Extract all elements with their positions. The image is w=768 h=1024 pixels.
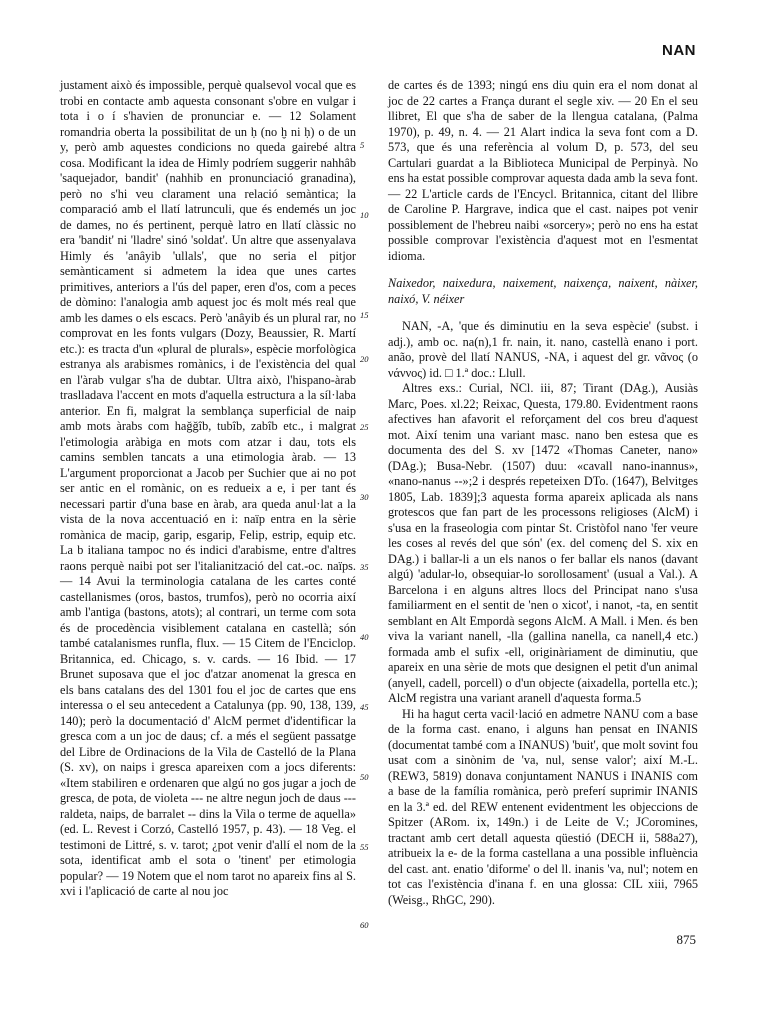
line-number: 40: [360, 632, 369, 642]
line-number: 35: [360, 562, 369, 572]
right_column-paragraph: Naixedor, naixedura, naixement, naixença, naixent, nàixer, naixó, V. néixer: [388, 276, 698, 306]
left_column-paragraph: justament això és impossible, perquè qualsevol vocal que es trobi en contacte amb aquesta consonant s'obre en vulgar i tota i o í s'havien de pronunciar e. — 12 Solament romandria oberta la possibilitat de un ḥ (no ḫ ni ḥ) o de un y, però amb aquestes condicions no queda gairebé altra cosa. Modificant la idea de Himly podríem suggerir nahhâb 'saquejador, bandit' (nahhib en pronunciació granadina), però no s'hi veu clarament una relació semàntica; la comparació amb el llatí latrunculi, que és endemés un joc de dames, no és pertinent, perquè latro en llatí clàssic no era 'bandit' ni 'lladre' sinó 'soldat'. Un altre que assenyalava Himly és 'anâyib 'ullals', que no seria el pitjor semànticament si admetem la idea que unes cartes primitives, anteriors a l'ús del paper, eren d'os, com a peces de dòmino: l'analogia amb aquest joc és molt més real que amb les dames o els escacs. Però 'anâyib és un plural rar, no comprovat en les fonts vulgars (Dozy, Beaussier, R. Martí etc.): es tracta d'un «plural de plurals», espècie morfològica estranya als arabismes romànics, i de l'existència del qual en l'àrab vulgar s'ha de dubtar. Ultra això, l'hispano-àrab traslladava l'accent en mots d'aquella estructura a la síl·laba anterior. En fi, malgrat la semblança superficial de naip amb mots àrabs com haǧǧîb, tubîb, zabîb etc., i malgrat l'etimologia aràbiga en mots com atzar i dau, tots els camins semblen tancats a una etimologia àrab. — 13 L'argument proporcionat a Jacob per Suchier que ai no pot ser antic en el romànic, on es redueix a e, i per tant és necessari partir d'una base en àrab, ara queda anul·lat a la vista de la nova accentuació en i: naïp entra en la sèrie romànica de macip, garip, esgarip, Felip, estrip, equip etc. La b italiana tampoc no és indici d'arabisme, entre d'altres raons perquè naibi pot ser l'italianització del cat.-oc. naïps. — 14 Avui la terminologia catalana de les cartes conté castellanismes (oros, bastos, trumfos), però no ocorria així amb l'antiga (bastons, atots); al contrari, un terme com sota és de procedència visiblement catalana en castellà; són també catalanismes runfla, flux. — 15 Citem de l'Enciclop. Britannica, ed. Chicago, s. v. cards. — 16 Ibid. — 17 Brunet suposava que el joc d'atzar anomenat la gresca en els bans catalans des del 1301 fou el joc de cartes que ens interessa o el seu antecedent a Catalunya (pp. 90, 138, 139, 140); però la documentació d' AlcM permet d'identificar la gresca com a un joc de daus; cf. a més el següent passatge del Libre de Ordinacions de la Vila de Castelló de la Plana (S. xv), on naips i gresca apareixen com a jocs diferents: «Item stabiliren e ordenaren que algú no gos jugar a joch de gresca, de pota, de violeta --- ne altre negun joch de daus --- raldeta, naips, de barralet -- dins la Vila o terme de aquella» (ed. L. Revest i Corzó, Castelló 1957, p. 43). — 18 Veg. el testimoni de Littré, s. v. tarot; ¿pot venir d'allí el nom de la sota, identificat amb el sota o 'tinent' per etimologia popular? — 19 Notem que el nom tarot no apareix fins al S. xvi i l'aplicació de carte al nou joc: [60, 78, 356, 898]
line-number: 5: [360, 140, 365, 150]
left-column: [60, 78, 356, 900]
line-number: 15: [360, 310, 369, 320]
line-number: 50: [360, 772, 369, 782]
line-number: 60: [360, 920, 369, 930]
line-number: 25: [360, 422, 369, 432]
line-number: 20: [360, 354, 369, 364]
right_column-paragraph: Hi ha hagut certa vacil·lació en admetre NANU com a base de la forma cast. enano, i alguns han pensat en INANIS (documentat també com a INANUS) 'buit', que molt sovint fou usat com a sinònim de 'va, nul, sense valor'; així M.-L. (REW3, 5819) donava conjuntament NANUS i INANIS com a base de la família romànica, però preferí suprimir INANIS en la 3.ª ed. del REW entenent evidentment les objeccions de Spitzer (ARom. ix, 149n.) i de Leite de V.; JCoromines, tractant amb cert detall aquesta qüestió (DECH ii, 588a27), atribueix la e- de la forma castellana a una possible influència del cast. ant. enatio 'diforme' o del ll. inanis 'va, nul'; notem en tot cas l'existència d'inana f. en una glossa: CIL xiii, 7965 (Weisg., RhGC, 290).: [388, 706, 698, 907]
page-number: 875: [676, 932, 696, 947]
line-number: 30: [360, 492, 369, 502]
line-number: 45: [360, 702, 369, 712]
line-number: 55: [360, 842, 369, 852]
running-head: NAN: [662, 42, 696, 59]
right-column: [388, 78, 698, 908]
right_column-paragraph: Altres exs.: Curial, NCl. iii, 87; Tirant (DAg.), Ausiàs Marc, Poes. xl.22; Reixac, Questa, 179.80. Evidentment raons afectives han afavorit el reforçament del cos breu d'aquest mot. Així tenim una variant masc. nano ben estesa que es documenta des del S. xv [1472 «Thomas Caneter, nano» (DAg.); Busa-Nebr. (1507) duu: «cavall nano-inannus», «nano-nanus --»;2 i després repeteixen DTo. (1647), Belvitges 1805, Lab. 1839];3 aquesta forma apareix aplicada als nans grotescos que fan part de les processons religioses (AlcM) i s'usa en la fraseologia com pintar St. Cristòfol nano 'fer veure les coses al revés del que són' (ex. del començ del S. xix en DAg.) i ballar-li a un els nanos o fer ballar els nanos (davant algú) 'adular-lo, obsequiar-lo sorollosament' (usual a Val.). A Barcelona i en alguns altres llocs del Principat nano s'usa familiarment en el sentit de 'nen o xicot', i nanot, -ta, en sentit semblant en Alt Empordà segons AlcM. A Mall. i Men. és ben viva la variant nanell, -lla (gallina nanella, ca nanell,4 etc.) formada amb el sufix -ell, originàriament de diminutiu, que apareix en una sèrie de mots que designen el petit d'un animal (anyell, cadell, porcell) o d'un objecte (aixadella, portella etc.); AlcM registra una variant aranell d'aquesta forma.5: [388, 381, 698, 705]
right_column-paragraph: de cartes és de 1393; ningú ens diu quin era el nom donat al joc de 22 cartes a França durant el segle xiv. — 20 En el seu llibret, El que s'ha de saber de la llengua catalana, (Palma 1970), p. 49, n. 4. — 21 Alart indica la seva font com a D. 573, que és una referència al volum D, p. 573, del seu Cartulari guardat a la Biblioteca Municipal de Perpinyà. No ens ha estat possible comprovar aquesta dada amb la seva font. — 22 L'article cards de l'Encycl. Britannica, citant del llibre de Caroline P. Hargrave, indica que el cast. naipes pot venir possiblement de l'hebreu naibi «sorcery»; però no ens ha estat possible comprovar l'existència d'aquest mot en l'esmentat idioma.: [388, 78, 698, 263]
line-number: 10: [360, 210, 369, 220]
right_column-paragraph: NAN, -A, 'que és diminutiu en la seva espècie' (subst. i adj.), amb oc. na(n),1 fr. nain, it. nano, castellà enano i port. anão, provè del llatí NANUS, -NA, i aquest del gr. νᾶνος (o νάννος) id. □ 1.ª doc.: Llull.: [388, 319, 698, 380]
